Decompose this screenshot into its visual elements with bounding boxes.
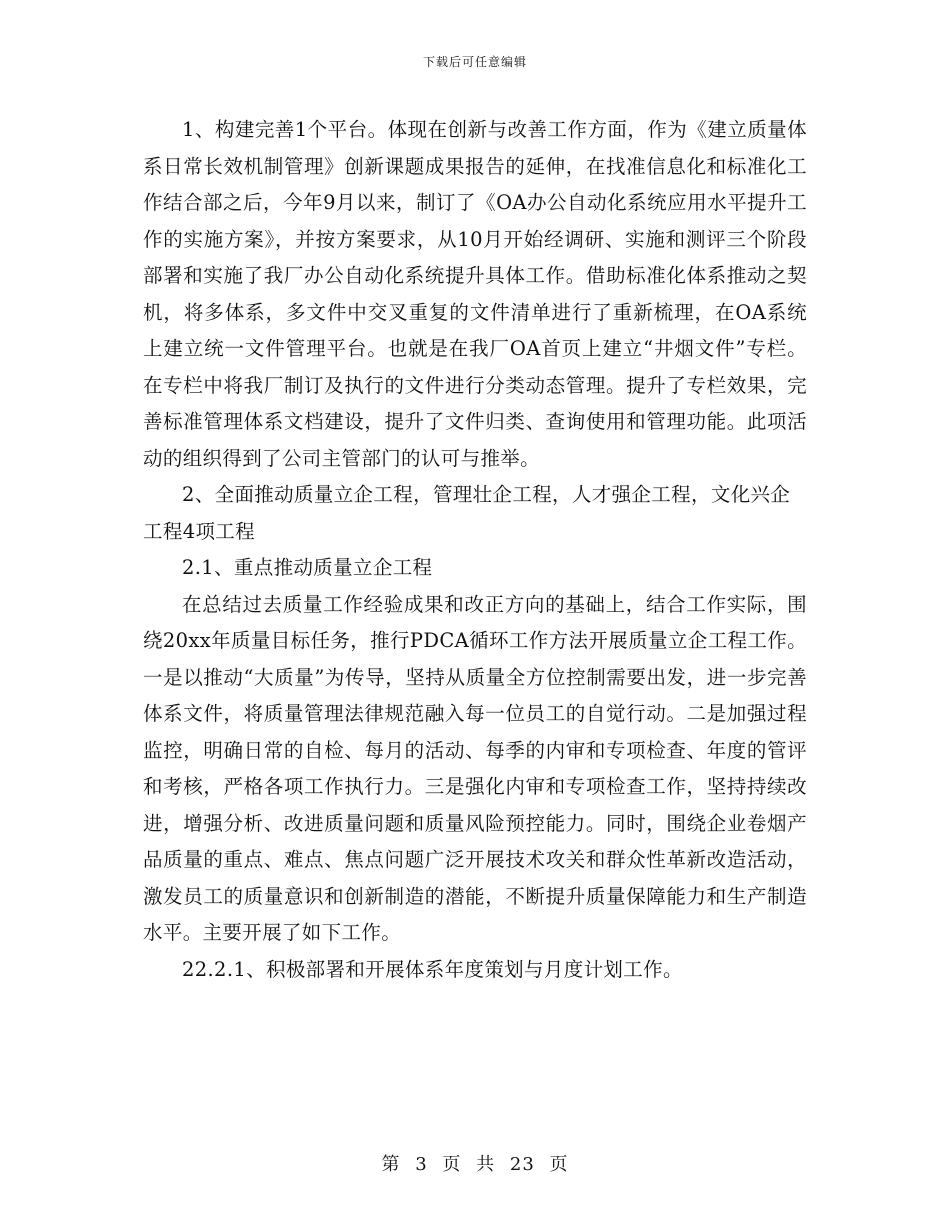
paragraph-four-projects: 2、全面推动质量立企工程，管理壮企工程，人才强企工程，文化兴企工程4项工程 bbox=[143, 483, 791, 543]
section-heading-planning: 22.2.1、积极部署和开展体系年度策划与月度计划工作。 bbox=[182, 957, 683, 981]
paragraph-platform: 1、构建完善1个平台。体现在创新与改善工作方面，作为《建立质量体系日常长效机制管理》创新课题成果报告的延伸，在找准信息化和标准化工作结合部之后，今年9月以来，制订了《OA办公自动化系统应用水平提升工作的实施方案》，并按方案要求，从10月开始经调研、实施和测评三个阶段部署和实施了我厂办公自动化系统提升具体工作。借助标准化体系推动之契机，将多体系，多文件中交叉重复的文件清单进行了重新梳理，在OA系统上建立统一文件管理平台。也就是在我厂OA首页上建立“井烟文件”专栏。在专栏中将我厂制订及执行的文件进行分类动态管理。提升了专栏效果，完善标准管理体系文档建设，提升了文件归类、查询使用和管理功能。此项活动的组织得到了公司主管部门的认可与推举。 bbox=[143, 118, 807, 470]
section-heading-quality: 2.1、重点推动质量立企工程 bbox=[182, 556, 433, 579]
footer-label-page: 第 bbox=[381, 1154, 401, 1175]
page-footer bbox=[0, 1154, 950, 1176]
paragraph-quality-work: 在总结过去质量工作经验成果和改正方向的基础上，结合工作实际，围绕20xx年质量目标任务，推行PDCA循环工作方法开展质量立企工程工作。一是以推动“大质量”为传导，坚持从质量全方位控制需要出发，进一步完善体系文件，将质量管理法律规范融入每一位员工的自觉行动。二是加强过程监控，明确日常的自检、每月的活动、每季的内审和专项检查、年度的管评和考核，严格各项工作执行力。三是强化内审和专项检查工作，坚持持续改进，增强分析、改进质量问题和质量风险预控能力。同时，围绕企业卷烟产品质量的重点、难点、焦点问题广泛开展技术攻关和群众性革新改造活动，激发员工的质量意识和创新制造的潜能，不断提升质量保障能力和生产制造水平。主要开展了如下工作。 bbox=[143, 592, 807, 944]
page-header: 下载后可任意编辑 bbox=[422, 55, 527, 69]
footer-current-page: 3 bbox=[415, 1154, 428, 1175]
footer-label-page-unit: 页 bbox=[442, 1154, 462, 1175]
document-body bbox=[143, 112, 807, 988]
footer-label-total: 共 bbox=[476, 1154, 496, 1175]
footer-total-pages: 23 bbox=[509, 1154, 535, 1175]
footer-label-total-unit: 页 bbox=[549, 1154, 569, 1175]
